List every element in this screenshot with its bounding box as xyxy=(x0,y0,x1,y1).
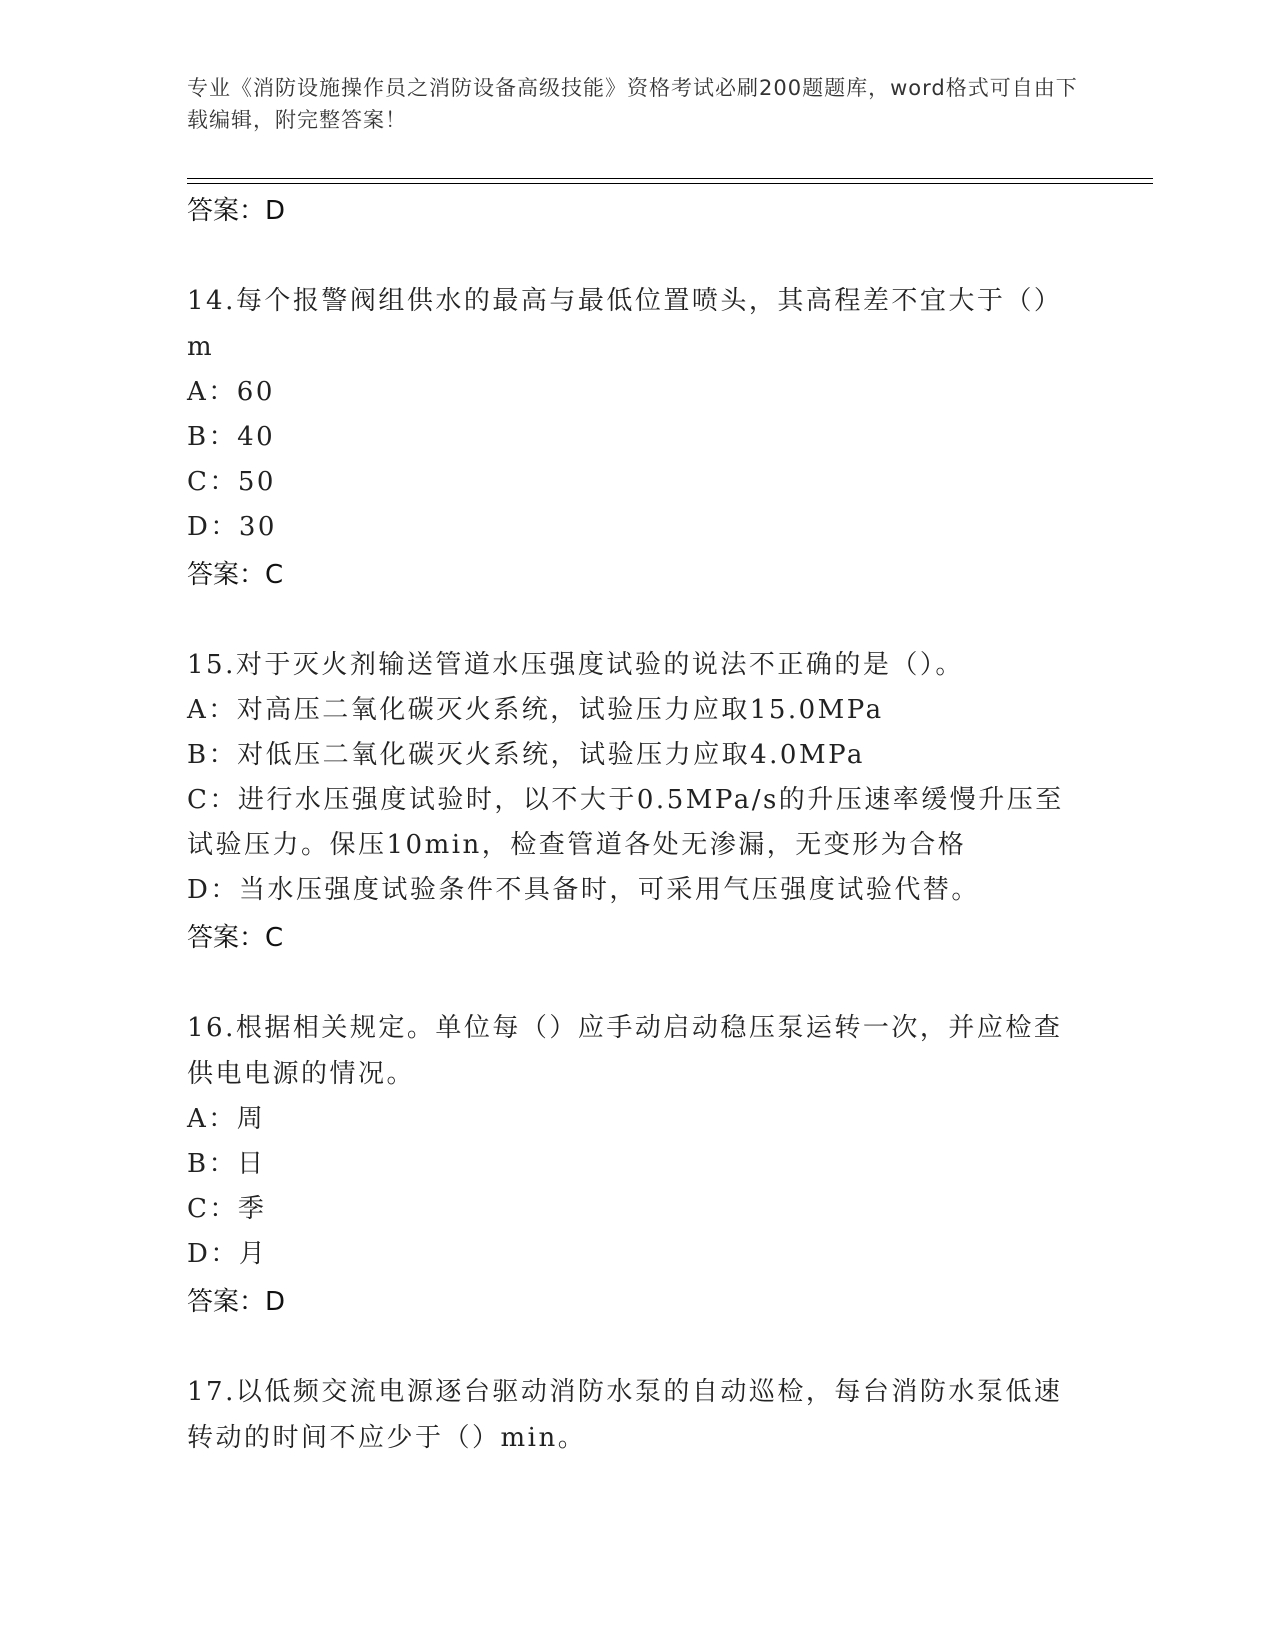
question-16-option-d: D：月 xyxy=(187,1239,268,1269)
question-15-option-a: A：对高压二氧化碳灭火系统，试验压力应取15.0MPa xyxy=(187,695,884,725)
spacer xyxy=(187,1327,1087,1369)
header-divider-bottom xyxy=(187,183,1153,184)
question-14-option-b: B：40 xyxy=(187,422,276,452)
question-17-text: 17.以低频交流电源逐台驱动消防水泵的自动巡检，每台消防水泵低速转动的时间不应少于（）min。 xyxy=(187,1377,1063,1453)
question-14-option-a: A：60 xyxy=(187,377,275,407)
question-16 xyxy=(187,1005,1087,1327)
question-15 xyxy=(187,642,1087,963)
question-14 xyxy=(187,278,1087,600)
previous-answer: 答案：D xyxy=(187,196,286,226)
question-15-answer: 答案：C xyxy=(187,923,284,953)
question-17 xyxy=(187,1369,1087,1461)
question-14-option-c: C：50 xyxy=(187,467,276,497)
header-text: 专业《消防设施操作员之消防设备高级技能》资格考试必刷200题题库，word格式可自由下载编辑，附完整答案！ xyxy=(187,76,1078,132)
question-16-option-b: B：日 xyxy=(187,1149,266,1179)
question-16-option-c: C：季 xyxy=(187,1194,267,1224)
question-15-option-d: D：当水压强度试验条件不具备时，可采用气压强度试验代替。 xyxy=(187,875,980,905)
question-15-text: 15.对于灭火剂输送管道水压强度试验的说法不正确的是（）。 xyxy=(187,650,964,680)
spacer xyxy=(187,600,1087,642)
spacer xyxy=(187,963,1087,1005)
question-15-option-b: B：对低压二氧化碳灭火系统，试验压力应取4.0MPa xyxy=(187,740,865,770)
question-14-option-d: D：30 xyxy=(187,512,277,542)
question-15-option-c: C：进行水压强度试验时，以不大于0.5MPa/s的升压速率缓慢升压至试验压力。保压10min，检查管道各处无渗漏，无变形为合格 xyxy=(187,785,1064,860)
question-16-option-a: A：周 xyxy=(187,1104,266,1134)
question-list xyxy=(187,186,1087,1461)
question-14-answer: 答案：C xyxy=(187,560,284,590)
question-14-text: 14.每个报警阀组供水的最高与最低位置喷头，其高程差不宜大于（）m xyxy=(187,286,1063,362)
spacer xyxy=(187,236,1087,278)
question-16-text: 16.根据相关规定。单位每（）应手动启动稳压泵运转一次，并应检查供电电源的情况。 xyxy=(187,1013,1063,1089)
page-header xyxy=(187,72,1087,136)
header-divider-top xyxy=(187,178,1153,179)
question-16-answer: 答案：D xyxy=(187,1287,286,1317)
